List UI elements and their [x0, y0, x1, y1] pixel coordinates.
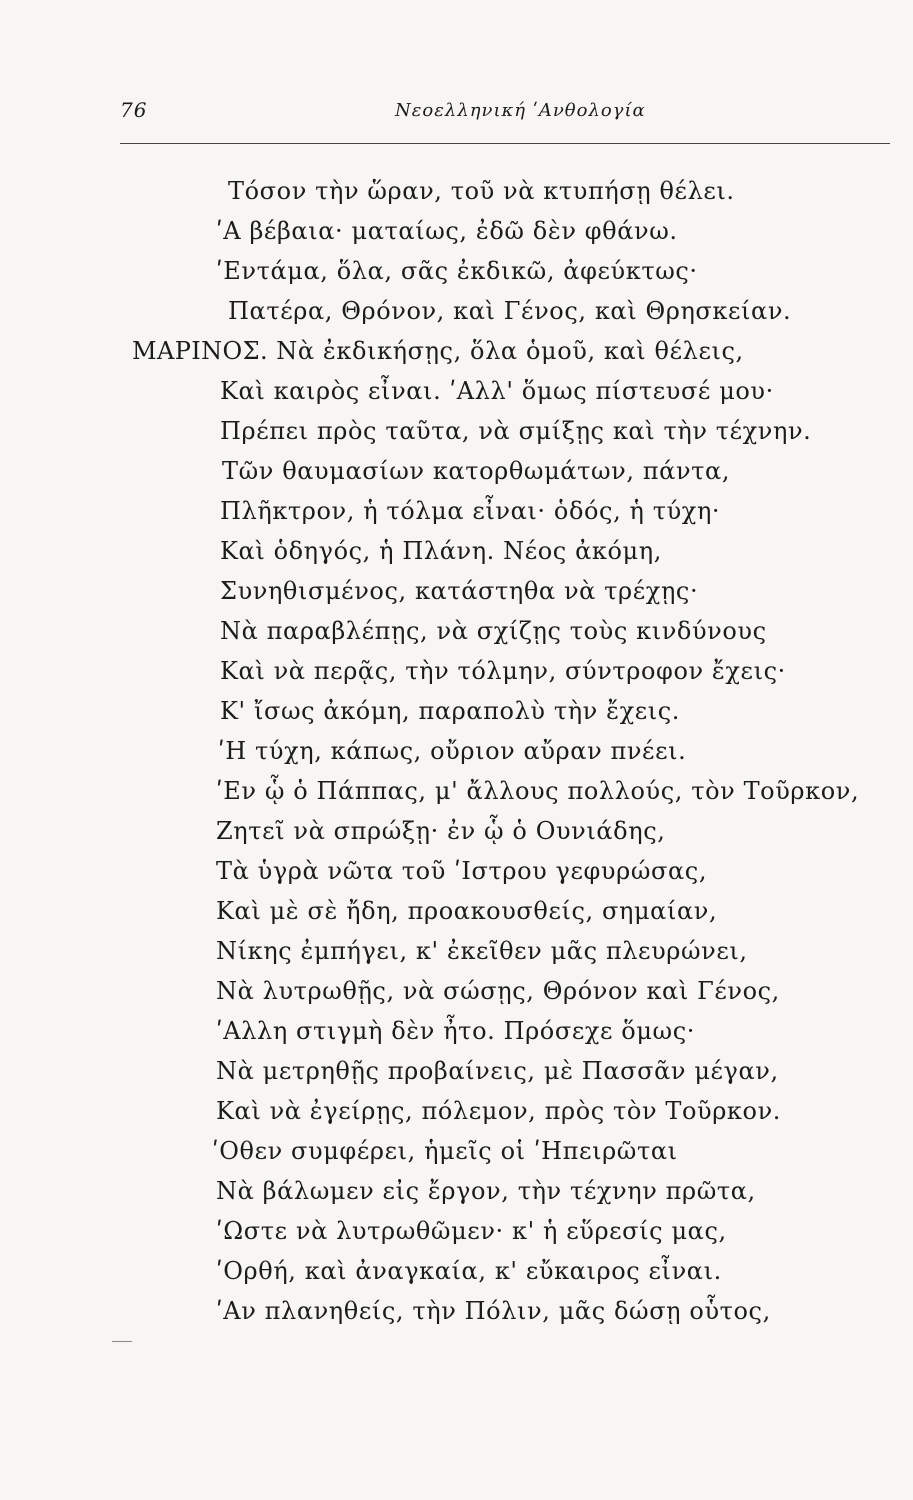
running-title: Νεοελληνική ʹΑνθολογία [395, 100, 646, 121]
verse-line [216, 1011, 695, 1051]
verse-text: ʹΗ τύχη, κάπως, οὔριον αὔραν πνέει. [218, 737, 687, 765]
verse-line [218, 731, 686, 771]
verse-text: Καὶ νὰ ἐγείρῃς, πόλεμον, πρὸς τὸν Τοῦρκον. [216, 1097, 781, 1125]
verse-text: ʹΕντάμα, ὅλα, σᾶς ἐκδικῶ, ἀφεύκτως· [216, 257, 698, 285]
verse-text: Πρέπει πρὸς ταῦτα, νὰ σμίξῃς καὶ τὴν τέχνην. [220, 417, 812, 445]
verse-text: Καὶ νὰ περᾷς, τὴν τόλμην, σύντροφον ἔχεις· [220, 657, 786, 685]
verse-text: Πατέρα, Θρόνον, καὶ Γένος, καὶ Θρησκείαν. [228, 297, 792, 325]
verse-line [216, 1291, 771, 1331]
verse-line [216, 251, 698, 291]
verse-line [216, 1171, 756, 1211]
verse-text: Καὶ μὲ σὲ ἤδη, προακουσθείς, σημαίαν, [216, 897, 718, 925]
verse-line [228, 291, 791, 331]
verse-text: Τόσον τὴν ὥραν, τοῦ νὰ κτυπήσῃ θέλει. [228, 177, 735, 205]
verse-line [216, 1211, 727, 1251]
verse-line [216, 1091, 781, 1131]
verse-text: Τὰ ὑγρὰ νῶτα τοῦ ʹΙστρου γεφυρώσας, [216, 857, 708, 885]
verse-text: Καὶ ὁδηγός, ἡ Πλάνη. Νέος ἀκόμη, [220, 537, 662, 565]
verse-text: Καὶ καιρὸς εἶναι. ʹΑλλ' ὅμως πίστευσέ μου· [220, 377, 774, 405]
verse-line [220, 531, 662, 571]
verse-text: ʹΟρθή, καὶ ἀναγκαία, κ' εὔκαιρος εἶναι. [216, 1257, 722, 1285]
verse-text: ʹΕν ᾧ ὁ Πάππας, μ' ἄλλους πολλούς, τὸν Τοῦρκον, [216, 777, 860, 805]
verse-text: ʹΩστε νὰ λυτρωθῶμεν· κ' ἡ εὕρεσίς μας, [216, 1217, 727, 1245]
verse-line [212, 1131, 678, 1171]
verse-line [228, 171, 735, 211]
verse-text: Νίκης ἐμπήγει, κ' ἐκεῖθεν μᾶς πλευρώνει, [216, 937, 748, 965]
verse-line [216, 1251, 722, 1291]
verse-text: ʹΑ βέβαια· ματαίως, ἐδῶ δὲν φθάνω. [216, 217, 678, 245]
verse-text: Νὰ παραβλέπῃς, νὰ σχίζῃς τοὺς κινδύνους [220, 617, 767, 645]
verse-line [220, 651, 786, 691]
verse-line [216, 771, 859, 811]
verse-text: Νὰ λυτρωθῇς, νὰ σώσῃς, Θρόνον καὶ Γένος, [216, 977, 780, 1005]
verse-text: Πλῆκτρον, ἡ τόλμα εἶναι· ὁδός, ἡ τύχη· [220, 497, 721, 525]
verse-text: Νὰ ἐκδικήσῃς, ὅλα ὁμοῦ, καὶ θέλεις, [268, 337, 744, 365]
verse-line [220, 611, 767, 651]
speaker-name: ΜΑΡΙΝΟΣ. [132, 337, 269, 365]
verse-line [216, 811, 665, 851]
verse-line [222, 451, 730, 491]
verse-line [216, 1051, 779, 1091]
verse-line [216, 851, 707, 891]
verse-line [220, 491, 720, 531]
verse-text: Νὰ μετρηθῇς προβαίνεις, μὲ Πασσᾶν μέγαν, [216, 1057, 779, 1085]
verse-line [216, 971, 780, 1011]
verse-line [220, 411, 811, 451]
verse-line [216, 211, 678, 251]
verse-text: Νὰ βάλωμεν εἰς ἔργον, τὴν τέχνην πρῶτα, [216, 1177, 756, 1205]
verse-text: ʹΑλλη στιγμὴ δὲν ἦτο. Πρόσεχε ὅμως· [216, 1017, 695, 1045]
verse-line [220, 371, 774, 411]
verse-text: ʹΑν πλανηθείς, τὴν Πόλιν, μᾶς δώσῃ οὗτος, [216, 1297, 771, 1325]
verse-text: Συνηθισμένος, κατάστηθα νὰ τρέχῃς· [220, 577, 699, 605]
verse-text: Κ' ἴσως ἀκόμη, παραπολὺ τὴν ἔχεις. [220, 697, 681, 725]
verse-line [220, 691, 680, 731]
verse-block [0, 171, 913, 1325]
verse-line [216, 891, 717, 931]
verse-text: ʹΟθεν συμφέρει, ἡμεῖς οἱ ʹΗπειρῶται [212, 1137, 678, 1165]
verse-line [220, 571, 698, 611]
verse-text: Ζητεῖ νὰ σπρώξῃ· ἐν ᾧ ὁ Ουνιάδης, [216, 817, 666, 845]
verse-text: Τῶν θαυμασίων κατορθωμάτων, πάντα, [222, 457, 731, 485]
page-number: 76 [120, 98, 148, 122]
verse-line [132, 331, 744, 371]
header-rule [120, 143, 890, 144]
verse-line [216, 931, 748, 971]
margin-mark [112, 1341, 132, 1342]
